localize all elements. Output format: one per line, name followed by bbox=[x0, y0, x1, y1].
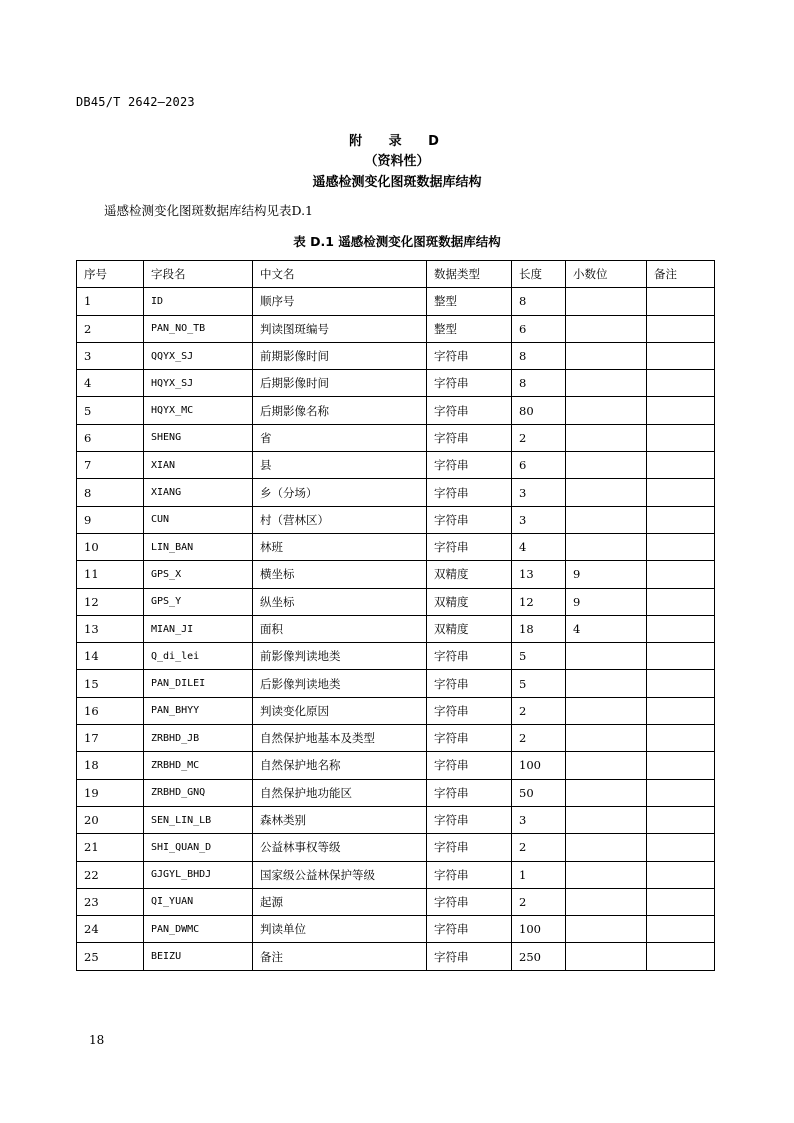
cell-chinese-name: 前影像判读地类 bbox=[253, 643, 427, 670]
cell-chinese-name: 后期影像时间 bbox=[253, 370, 427, 397]
cell-decimals bbox=[566, 288, 647, 315]
cell-remarks bbox=[647, 452, 715, 479]
cell-chinese-name: 横坐标 bbox=[253, 561, 427, 588]
cell-field-name: CUN bbox=[144, 506, 253, 533]
cell-data-type: 字符串 bbox=[427, 452, 512, 479]
cell-decimals bbox=[566, 943, 647, 970]
cell-decimals bbox=[566, 643, 647, 670]
cell-data-type: 整型 bbox=[427, 315, 512, 342]
cell-remarks bbox=[647, 479, 715, 506]
header-cell: 序号 bbox=[77, 261, 144, 288]
cell-index: 14 bbox=[77, 643, 144, 670]
cell-length: 8 bbox=[512, 288, 566, 315]
cell-length: 100 bbox=[512, 916, 566, 943]
cell-decimals bbox=[566, 670, 647, 697]
cell-chinese-name: 判读图斑编号 bbox=[253, 315, 427, 342]
cell-length: 2 bbox=[512, 424, 566, 451]
cell-index: 16 bbox=[77, 697, 144, 724]
table-row bbox=[77, 943, 715, 970]
table-row bbox=[77, 643, 715, 670]
cell-length: 3 bbox=[512, 806, 566, 833]
cell-remarks bbox=[647, 342, 715, 369]
table-row bbox=[77, 561, 715, 588]
cell-remarks bbox=[647, 643, 715, 670]
table-row bbox=[77, 479, 715, 506]
cell-length: 5 bbox=[512, 643, 566, 670]
table-row bbox=[77, 424, 715, 451]
cell-field-name: GJGYL_BHDJ bbox=[144, 861, 253, 888]
table-row bbox=[77, 615, 715, 642]
cell-decimals: 9 bbox=[566, 561, 647, 588]
table-row bbox=[77, 888, 715, 915]
cell-length: 80 bbox=[512, 397, 566, 424]
cell-decimals bbox=[566, 806, 647, 833]
cell-index: 2 bbox=[77, 315, 144, 342]
cell-chinese-name: 自然保护地功能区 bbox=[253, 779, 427, 806]
cell-chinese-name: 前期影像时间 bbox=[253, 342, 427, 369]
cell-length: 2 bbox=[512, 888, 566, 915]
cell-index: 6 bbox=[77, 424, 144, 451]
cell-decimals bbox=[566, 861, 647, 888]
cell-remarks bbox=[647, 561, 715, 588]
cell-chinese-name: 判读变化原因 bbox=[253, 697, 427, 724]
table-row bbox=[77, 506, 715, 533]
cell-decimals bbox=[566, 888, 647, 915]
cell-length: 13 bbox=[512, 561, 566, 588]
cell-field-name: SEN_LIN_LB bbox=[144, 806, 253, 833]
cell-length: 2 bbox=[512, 834, 566, 861]
header-cell: 数据类型 bbox=[427, 261, 512, 288]
page-number: 18 bbox=[89, 1033, 105, 1047]
table-row bbox=[77, 315, 715, 342]
table-row bbox=[77, 916, 715, 943]
cell-field-name: QI_YUAN bbox=[144, 888, 253, 915]
cell-index: 10 bbox=[77, 533, 144, 560]
cell-field-name: QQYX_SJ bbox=[144, 342, 253, 369]
cell-index: 3 bbox=[77, 342, 144, 369]
cell-chinese-name: 备注 bbox=[253, 943, 427, 970]
cell-data-type: 字符串 bbox=[427, 779, 512, 806]
cell-data-type: 字符串 bbox=[427, 479, 512, 506]
cell-decimals bbox=[566, 397, 647, 424]
cell-chinese-name: 后影像判读地类 bbox=[253, 670, 427, 697]
cell-field-name: PAN_NO_TB bbox=[144, 315, 253, 342]
cell-field-name: XIANG bbox=[144, 479, 253, 506]
cell-length: 5 bbox=[512, 670, 566, 697]
cell-data-type: 字符串 bbox=[427, 370, 512, 397]
document-code: DB45/T 2642—2023 bbox=[76, 95, 195, 109]
cell-field-name: SHENG bbox=[144, 424, 253, 451]
table-row bbox=[77, 342, 715, 369]
cell-field-name: ID bbox=[144, 288, 253, 315]
cell-remarks bbox=[647, 834, 715, 861]
table-body bbox=[77, 288, 715, 970]
cell-remarks bbox=[647, 779, 715, 806]
table-caption: 表 D.1 遥感检测变化图斑数据库结构 bbox=[293, 234, 501, 249]
cell-length: 250 bbox=[512, 943, 566, 970]
cell-data-type: 字符串 bbox=[427, 506, 512, 533]
cell-decimals bbox=[566, 697, 647, 724]
cell-index: 4 bbox=[77, 370, 144, 397]
cell-remarks bbox=[647, 888, 715, 915]
header-cell: 中文名 bbox=[253, 261, 427, 288]
cell-index: 8 bbox=[77, 479, 144, 506]
cell-data-type: 整型 bbox=[427, 288, 512, 315]
cell-index: 15 bbox=[77, 670, 144, 697]
cell-remarks bbox=[647, 697, 715, 724]
cell-remarks bbox=[647, 315, 715, 342]
cell-length: 3 bbox=[512, 479, 566, 506]
cell-field-name: GPS_X bbox=[144, 561, 253, 588]
cell-remarks bbox=[647, 615, 715, 642]
cell-decimals bbox=[566, 370, 647, 397]
cell-index: 18 bbox=[77, 752, 144, 779]
table-row bbox=[77, 697, 715, 724]
cell-decimals bbox=[566, 315, 647, 342]
cell-length: 1 bbox=[512, 861, 566, 888]
cell-remarks bbox=[647, 916, 715, 943]
appendix-subtitle: （资料性） bbox=[364, 154, 430, 169]
cell-chinese-name: 省 bbox=[253, 424, 427, 451]
cell-data-type: 字符串 bbox=[427, 943, 512, 970]
table-row bbox=[77, 533, 715, 560]
cell-field-name: Q_di_lei bbox=[144, 643, 253, 670]
cell-remarks bbox=[647, 506, 715, 533]
cell-index: 5 bbox=[77, 397, 144, 424]
cell-chinese-name: 自然保护地基本及类型 bbox=[253, 725, 427, 752]
cell-data-type: 字符串 bbox=[427, 752, 512, 779]
cell-field-name: LIN_BAN bbox=[144, 533, 253, 560]
cell-remarks bbox=[647, 752, 715, 779]
cell-chinese-name: 县 bbox=[253, 452, 427, 479]
cell-field-name: HQYX_SJ bbox=[144, 370, 253, 397]
cell-chinese-name: 乡（分场） bbox=[253, 479, 427, 506]
cell-field-name: SHI_QUAN_D bbox=[144, 834, 253, 861]
cell-data-type: 字符串 bbox=[427, 806, 512, 833]
cell-index: 1 bbox=[77, 288, 144, 315]
cell-length: 8 bbox=[512, 342, 566, 369]
cell-chinese-name: 村（营林区） bbox=[253, 506, 427, 533]
cell-length: 100 bbox=[512, 752, 566, 779]
cell-chinese-name: 林班 bbox=[253, 533, 427, 560]
cell-length: 2 bbox=[512, 697, 566, 724]
cell-decimals bbox=[566, 506, 647, 533]
cell-data-type: 字符串 bbox=[427, 834, 512, 861]
cell-decimals bbox=[566, 725, 647, 752]
cell-length: 4 bbox=[512, 533, 566, 560]
cell-chinese-name: 公益林事权等级 bbox=[253, 834, 427, 861]
cell-field-name: PAN_DILEI bbox=[144, 670, 253, 697]
cell-chinese-name: 自然保护地名称 bbox=[253, 752, 427, 779]
cell-remarks bbox=[647, 943, 715, 970]
cell-chinese-name: 森林类别 bbox=[253, 806, 427, 833]
cell-decimals bbox=[566, 452, 647, 479]
header-cell: 备注 bbox=[647, 261, 715, 288]
cell-remarks bbox=[647, 397, 715, 424]
cell-remarks bbox=[647, 588, 715, 615]
appendix-name: 遥感检测变化图斑数据库结构 bbox=[312, 175, 482, 190]
table-row bbox=[77, 397, 715, 424]
cell-length: 6 bbox=[512, 315, 566, 342]
cell-remarks bbox=[647, 725, 715, 752]
header-cell: 小数位 bbox=[566, 261, 647, 288]
cell-data-type: 字符串 bbox=[427, 342, 512, 369]
intro-paragraph: 遥感检测变化图斑数据库结构见表D.1 bbox=[104, 203, 314, 218]
cell-index: 23 bbox=[77, 888, 144, 915]
cell-remarks bbox=[647, 370, 715, 397]
cell-chinese-name: 后期影像名称 bbox=[253, 397, 427, 424]
cell-chinese-name: 国家级公益林保护等级 bbox=[253, 861, 427, 888]
table-row bbox=[77, 806, 715, 833]
table-row bbox=[77, 779, 715, 806]
table-row bbox=[77, 670, 715, 697]
cell-length: 12 bbox=[512, 588, 566, 615]
cell-field-name: MIAN_JI bbox=[144, 615, 253, 642]
cell-field-name: XIAN bbox=[144, 452, 253, 479]
cell-data-type: 字符串 bbox=[427, 424, 512, 451]
header-cell: 长度 bbox=[512, 261, 566, 288]
table-row bbox=[77, 288, 715, 315]
cell-field-name: ZRBHD_JB bbox=[144, 725, 253, 752]
cell-decimals bbox=[566, 752, 647, 779]
cell-index: 24 bbox=[77, 916, 144, 943]
cell-decimals bbox=[566, 424, 647, 451]
cell-remarks bbox=[647, 424, 715, 451]
table-row bbox=[77, 725, 715, 752]
cell-index: 13 bbox=[77, 615, 144, 642]
table-row bbox=[77, 752, 715, 779]
cell-index: 12 bbox=[77, 588, 144, 615]
cell-chinese-name: 纵坐标 bbox=[253, 588, 427, 615]
cell-data-type: 字符串 bbox=[427, 697, 512, 724]
cell-field-name: BEIZU bbox=[144, 943, 253, 970]
header-cell: 字段名 bbox=[144, 261, 253, 288]
table-row bbox=[77, 452, 715, 479]
cell-data-type: 字符串 bbox=[427, 888, 512, 915]
cell-remarks bbox=[647, 533, 715, 560]
cell-field-name: GPS_Y bbox=[144, 588, 253, 615]
cell-field-name: ZRBHD_GNQ bbox=[144, 779, 253, 806]
cell-decimals bbox=[566, 834, 647, 861]
cell-data-type: 双精度 bbox=[427, 615, 512, 642]
cell-chinese-name: 面积 bbox=[253, 615, 427, 642]
cell-index: 21 bbox=[77, 834, 144, 861]
database-structure-table bbox=[76, 260, 715, 971]
table-row bbox=[77, 588, 715, 615]
cell-data-type: 字符串 bbox=[427, 725, 512, 752]
appendix-title: 附 录 D bbox=[349, 134, 445, 149]
cell-field-name: ZRBHD_MC bbox=[144, 752, 253, 779]
cell-data-type: 字符串 bbox=[427, 643, 512, 670]
cell-index: 17 bbox=[77, 725, 144, 752]
cell-data-type: 字符串 bbox=[427, 533, 512, 560]
cell-chinese-name: 判读单位 bbox=[253, 916, 427, 943]
cell-index: 11 bbox=[77, 561, 144, 588]
cell-decimals bbox=[566, 533, 647, 560]
cell-length: 6 bbox=[512, 452, 566, 479]
cell-length: 2 bbox=[512, 725, 566, 752]
cell-remarks bbox=[647, 861, 715, 888]
cell-decimals: 4 bbox=[566, 615, 647, 642]
cell-field-name: PAN_BHYY bbox=[144, 697, 253, 724]
cell-remarks bbox=[647, 670, 715, 697]
cell-data-type: 双精度 bbox=[427, 588, 512, 615]
cell-data-type: 字符串 bbox=[427, 916, 512, 943]
cell-data-type: 字符串 bbox=[427, 670, 512, 697]
cell-index: 19 bbox=[77, 779, 144, 806]
table-row bbox=[77, 861, 715, 888]
cell-length: 8 bbox=[512, 370, 566, 397]
table-row bbox=[77, 834, 715, 861]
cell-index: 7 bbox=[77, 452, 144, 479]
cell-index: 9 bbox=[77, 506, 144, 533]
cell-data-type: 字符串 bbox=[427, 861, 512, 888]
cell-remarks bbox=[647, 288, 715, 315]
cell-length: 18 bbox=[512, 615, 566, 642]
cell-chinese-name: 顺序号 bbox=[253, 288, 427, 315]
cell-chinese-name: 起源 bbox=[253, 888, 427, 915]
cell-field-name: PAN_DWMC bbox=[144, 916, 253, 943]
cell-remarks bbox=[647, 806, 715, 833]
cell-index: 22 bbox=[77, 861, 144, 888]
cell-decimals bbox=[566, 779, 647, 806]
cell-decimals bbox=[566, 342, 647, 369]
cell-decimals bbox=[566, 916, 647, 943]
cell-length: 50 bbox=[512, 779, 566, 806]
cell-index: 25 bbox=[77, 943, 144, 970]
table-header-row bbox=[77, 261, 715, 288]
cell-data-type: 双精度 bbox=[427, 561, 512, 588]
table-row bbox=[77, 370, 715, 397]
cell-field-name: HQYX_MC bbox=[144, 397, 253, 424]
cell-decimals bbox=[566, 479, 647, 506]
cell-length: 3 bbox=[512, 506, 566, 533]
cell-index: 20 bbox=[77, 806, 144, 833]
cell-decimals: 9 bbox=[566, 588, 647, 615]
cell-data-type: 字符串 bbox=[427, 397, 512, 424]
